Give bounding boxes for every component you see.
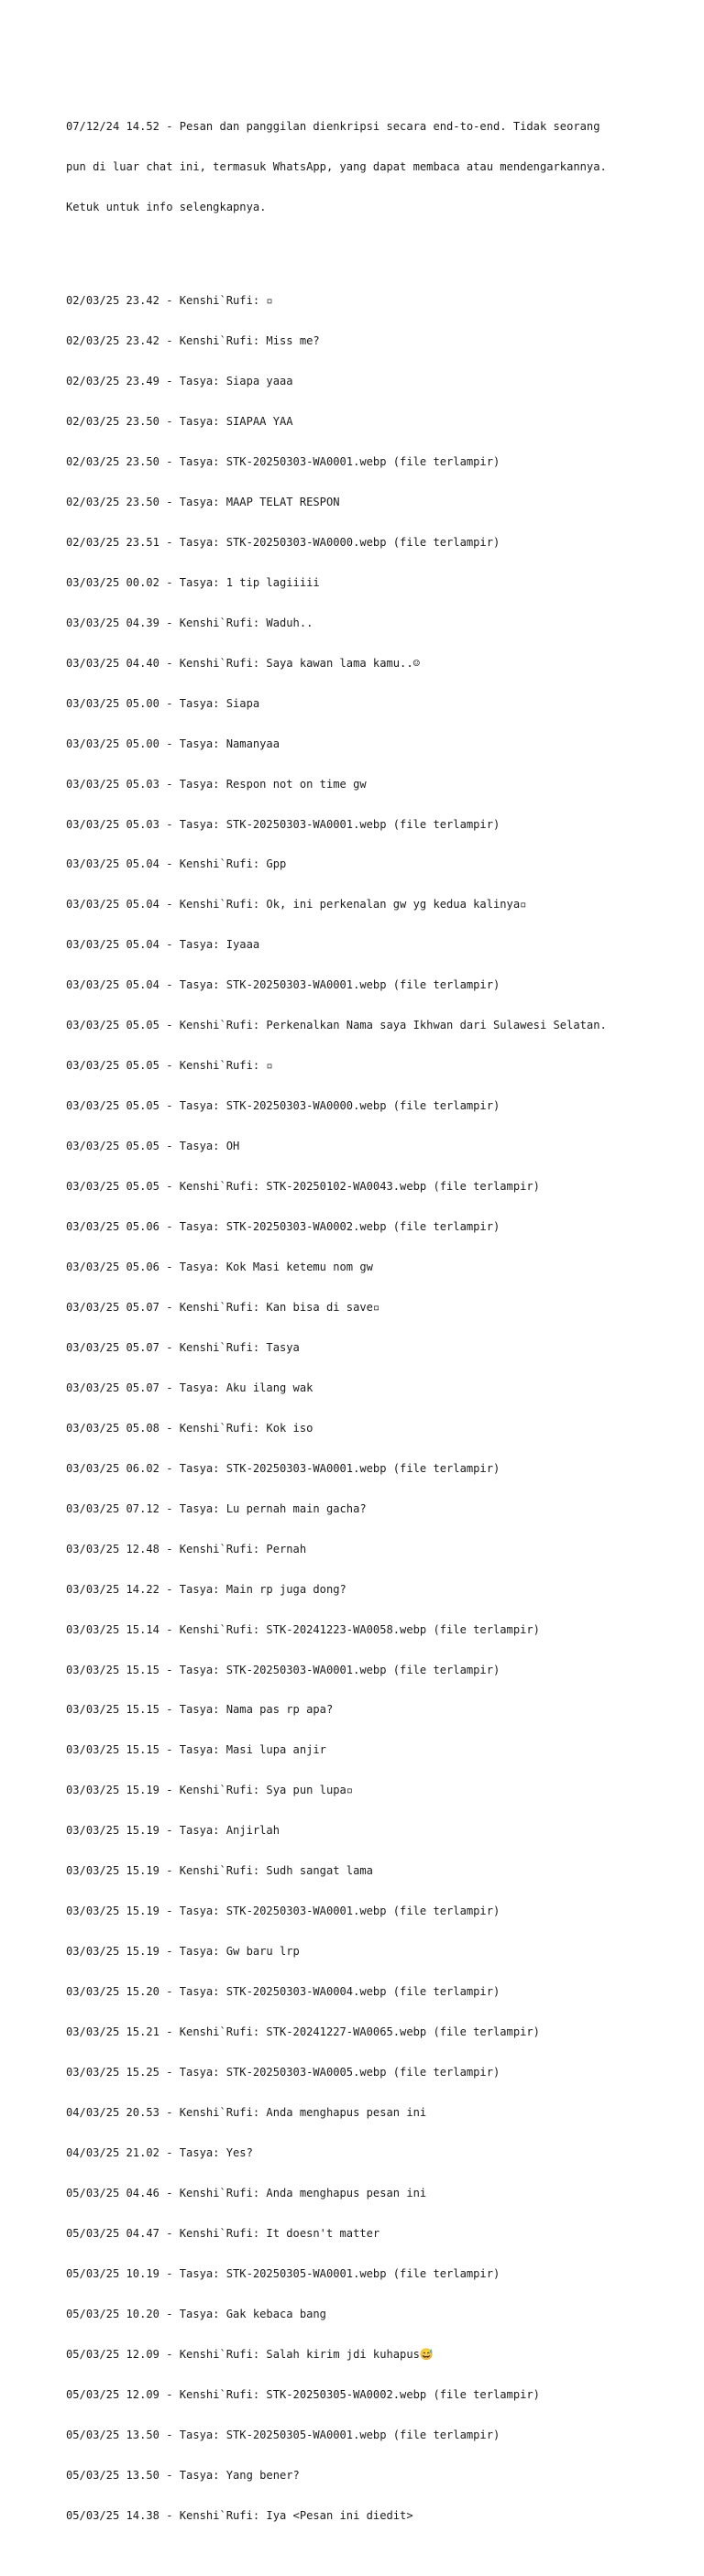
message-line: 03/03/25 05.07 - Tasya: Aku ilang wak: [66, 1381, 314, 1394]
message-line: 03/03/25 05.08 - Kenshi`Rufi: Kok iso: [66, 1421, 314, 1435]
message-line: 03/03/25 04.40 - Kenshi`Rufi: Saya kawan lama kamu..☺: [66, 656, 420, 670]
message-line: 03/03/25 05.04 - Tasya: Iyaaa: [66, 938, 260, 952]
message-line: 02/03/25 23.49 - Tasya: Siapa yaaa: [66, 375, 293, 388]
message-line: 03/03/25 05.00 - Tasya: Namanyaa: [66, 737, 280, 750]
message-line: 03/03/25 15.19 - Tasya: Anjirlah: [66, 1824, 280, 1838]
message-line: 02/03/25 23.50 - Tasya: MAAP TELAT RESPON: [66, 495, 340, 508]
message-line: 03/03/25 07.12 - Tasya: Lu pernah main gacha?: [66, 1501, 367, 1515]
message-line: 02/03/25 23.42 - Kenshi`Rufi: Miss me?: [66, 334, 320, 348]
message-line: 03/03/25 05.05 - Kenshi`Rufi: Perkenalkan Nama saya Ikhwan dari Sulawesi Selatan.: [66, 1019, 607, 1032]
message-line: 03/03/25 05.07 - Kenshi`Rufi: Kan bisa di save▫: [66, 1300, 380, 1314]
message-line: 05/03/25 04.46 - Kenshi`Rufi: Anda menghapus pesan ini: [66, 2186, 427, 2199]
message-line: 05/03/25 10.20 - Tasya: Gak kebaca bang: [66, 2307, 326, 2320]
message-line: 03/03/25 14.22 - Tasya: Main rp juga dong?: [66, 1582, 346, 1596]
message-line: 05/03/25 04.47 - Kenshi`Rufi: It doesn't matter: [66, 2226, 380, 2240]
message-line: 03/03/25 15.15 - Tasya: Nama pas rp apa?: [66, 1703, 334, 1717]
message-line: 03/03/25 05.03 - Tasya: STK-20250303-WA0001.webp (file terlampir): [66, 817, 500, 831]
message-list: [66, 267, 653, 2549]
message-line: 02/03/25 23.42 - Kenshi`Rufi: ▫: [66, 294, 273, 308]
message-line: 03/03/25 05.04 - Kenshi`Rufi: Gpp: [66, 857, 287, 871]
message-line: 05/03/25 13.50 - Tasya: STK-20250305-WA0001.webp (file terlampir): [66, 2428, 500, 2441]
message-line: 02/03/25 23.50 - Tasya: STK-20250303-WA0001.webp (file terlampir): [66, 454, 500, 468]
encryption-notice: [66, 93, 653, 240]
message-line: 03/03/25 15.21 - Kenshi`Rufi: STK-20241227-WA0065.webp (file terlampir): [66, 2025, 540, 2039]
message-line: 03/03/25 05.05 - Kenshi`Rufi: ▫: [66, 1059, 273, 1073]
message-line: 03/03/25 05.00 - Tasya: Siapa: [66, 696, 260, 710]
message-line: 02/03/25 23.50 - Tasya: SIAPAA YAA: [66, 414, 293, 428]
encryption-notice-line: pun di luar chat ini, termasuk WhatsApp, yang dapat membaca atau mendengarkannya.: [66, 159, 607, 173]
message-line: 03/03/25 00.02 - Tasya: 1 tip lagiiiii: [66, 575, 320, 589]
message-line: 03/03/25 15.14 - Kenshi`Rufi: STK-20241223-WA0058.webp (file terlampir): [66, 1622, 540, 1636]
message-line: 03/03/25 04.39 - Kenshi`Rufi: Waduh..: [66, 616, 314, 629]
message-line: 03/03/25 15.15 - Tasya: Masi lupa anjir: [66, 1743, 326, 1757]
message-line: 03/03/25 05.05 - Tasya: OH: [66, 1140, 240, 1153]
message-line: 02/03/25 23.51 - Tasya: STK-20250303-WA0000.webp (file terlampir): [66, 535, 500, 549]
message-line: 03/03/25 05.04 - Kenshi`Rufi: Ok, ini perkenalan gw yg kedua kalinya▫: [66, 898, 527, 911]
message-line: 03/03/25 05.07 - Kenshi`Rufi: Tasya: [66, 1340, 300, 1354]
encryption-notice-line: Ketuk untuk info selengkapnya.: [66, 200, 267, 213]
message-line: 05/03/25 14.38 - Kenshi`Rufi: Iya <Pesan ini diedit>: [66, 2508, 413, 2522]
message-line: 03/03/25 05.03 - Tasya: Respon not on time gw: [66, 777, 367, 791]
message-line: 03/03/25 05.05 - Kenshi`Rufi: STK-20250102-WA0043.webp (file terlampir): [66, 1180, 540, 1194]
message-line: 03/03/25 05.04 - Tasya: STK-20250303-WA0001.webp (file terlampir): [66, 978, 500, 992]
message-line: 05/03/25 12.09 - Kenshi`Rufi: Salah kirim jdi kuhapus😅: [66, 2347, 434, 2361]
message-line: 05/03/25 13.50 - Tasya: Yang bener?: [66, 2468, 300, 2482]
message-line: 03/03/25 12.48 - Kenshi`Rufi: Pernah: [66, 1542, 307, 1555]
message-line: 04/03/25 21.02 - Tasya: Yes?: [66, 2145, 253, 2159]
message-line: 03/03/25 15.19 - Tasya: Gw baru lrp: [66, 1945, 300, 1959]
message-line: 03/03/25 15.19 - Kenshi`Rufi: Sya pun lupa▫: [66, 1784, 354, 1797]
message-line: 03/03/25 15.15 - Tasya: STK-20250303-WA0001.webp (file terlampir): [66, 1663, 500, 1676]
encryption-notice-line: 07/12/24 14.52 - Pesan dan panggilan dienkripsi secara end-to-end. Tidak seorang: [66, 119, 600, 133]
message-line: 04/03/25 20.53 - Kenshi`Rufi: Anda menghapus pesan ini: [66, 2106, 427, 2119]
message-line: 03/03/25 06.02 - Tasya: STK-20250303-WA0001.webp (file terlampir): [66, 1461, 500, 1475]
message-line: 03/03/25 05.05 - Tasya: STK-20250303-WA0000.webp (file terlampir): [66, 1099, 500, 1113]
message-line: 03/03/25 15.25 - Tasya: STK-20250303-WA0005.webp (file terlampir): [66, 2066, 500, 2079]
message-line: 03/03/25 05.06 - Tasya: Kok Masi ketemu nom gw: [66, 1260, 373, 1273]
message-line: 05/03/25 12.09 - Kenshi`Rufi: STK-20250305-WA0002.webp (file terlampir): [66, 2387, 540, 2401]
message-line: 03/03/25 05.06 - Tasya: STK-20250303-WA0002.webp (file terlampir): [66, 1220, 500, 1234]
message-line: 05/03/25 10.19 - Tasya: STK-20250305-WA0001.webp (file terlampir): [66, 2266, 500, 2280]
message-line: 03/03/25 15.20 - Tasya: STK-20250303-WA0004.webp (file terlampir): [66, 1985, 500, 1999]
message-line: 03/03/25 15.19 - Kenshi`Rufi: Sudh sangat lama: [66, 1864, 373, 1878]
message-line: 03/03/25 15.19 - Tasya: STK-20250303-WA0001.webp (file terlampir): [66, 1905, 500, 1918]
chat-log-text: [66, 66, 653, 2576]
